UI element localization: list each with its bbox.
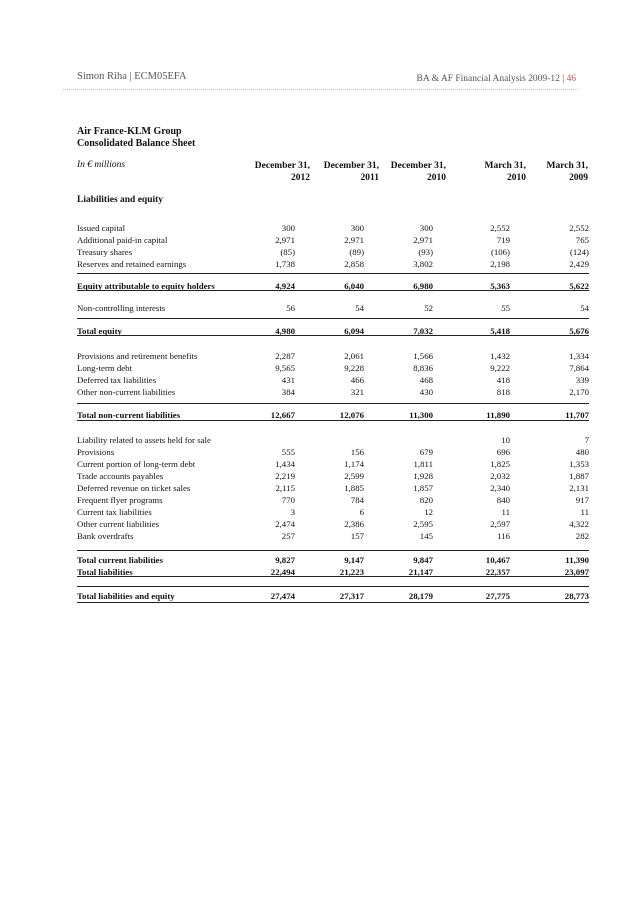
unit-note: In € millions: [77, 160, 126, 170]
section-heading: Liabilities and equity: [77, 195, 164, 205]
row-value: 1,434: [275, 459, 295, 469]
row-value: 12,076: [339, 410, 364, 420]
column-header-line-1: March 31,: [546, 161, 588, 171]
row-value: 3,802: [413, 259, 433, 269]
row-value: 6: [359, 507, 364, 517]
row-value: 6,040: [344, 281, 364, 291]
row-label: Other non-current liabilities: [77, 387, 176, 397]
row-value: 56: [286, 303, 295, 313]
row-value: 1,857: [413, 483, 433, 493]
document-title: [77, 126, 195, 150]
row-label: Frequent flyer programs: [77, 495, 163, 505]
table-row: [77, 554, 589, 566]
row-value: 5,622: [569, 281, 589, 291]
row-value: 770: [281, 495, 295, 505]
row-value: 28,179: [408, 591, 433, 601]
row-value: (89): [349, 247, 364, 257]
table-row: [77, 258, 589, 270]
row-label: Long-term debt: [77, 363, 132, 373]
row-value: 321: [350, 387, 364, 397]
header-doc-title: BA & AF Financial Analysis 2009-12 |: [416, 74, 567, 84]
row-value: 480: [575, 447, 589, 457]
table-row: [77, 530, 589, 542]
row-value: (93): [418, 247, 433, 257]
row-value: 7,032: [413, 326, 433, 336]
row-value: 2,340: [490, 483, 510, 493]
title-line-2: Consolidated Balance Sheet: [77, 138, 196, 149]
column-header-dec-2010: [366, 160, 446, 184]
row-value: 54: [355, 303, 364, 313]
row-value: 818: [496, 387, 510, 397]
column-header-mar-2009: [508, 160, 588, 184]
row-value: 384: [281, 387, 295, 397]
row-value: 12,667: [270, 410, 295, 420]
row-value: 11,390: [565, 555, 589, 565]
table-row: [77, 222, 589, 234]
column-header-line-1: December 31,: [390, 161, 446, 171]
row-value: (124): [569, 247, 589, 257]
row-value: (85): [280, 247, 295, 257]
row-label: Non-controlling interests: [77, 303, 166, 313]
table-rule: [77, 403, 589, 404]
column-header-line-2: 2010: [427, 173, 446, 183]
row-value: 696: [496, 447, 510, 457]
row-value: 10: [501, 435, 510, 445]
row-value: 679: [419, 447, 433, 457]
row-value: 22,494: [270, 567, 295, 577]
row-value: 11,890: [486, 410, 510, 420]
table-row: [77, 234, 589, 246]
column-header-line-2: 2010: [507, 173, 526, 183]
page-header-right: [417, 74, 576, 84]
row-value: 157: [350, 531, 364, 541]
row-value: 6,980: [413, 281, 433, 291]
row-value: 11,300: [409, 410, 433, 420]
row-label: Deferred revenue on ticket sales: [77, 483, 191, 493]
row-label: Provisions: [77, 447, 115, 457]
row-value: 257: [281, 531, 295, 541]
table-row: [77, 350, 589, 362]
row-label: Provisions and retirement benefits: [77, 351, 198, 361]
table-rule: [77, 273, 589, 274]
row-value: 9,827: [275, 555, 295, 565]
row-value: 22,357: [485, 567, 510, 577]
row-value: 431: [281, 375, 295, 385]
row-value: 52: [424, 303, 433, 313]
row-value: 339: [575, 375, 589, 385]
table-row: [77, 246, 589, 258]
row-value: 1,738: [275, 259, 295, 269]
row-value: 7,864: [569, 363, 589, 373]
row-label: Current portion of long-term debt: [77, 459, 196, 469]
row-value: 430: [419, 387, 433, 397]
table-row: [77, 446, 589, 458]
row-label: Treasury shares: [77, 247, 133, 257]
row-value: 1,887: [569, 471, 589, 481]
column-header-line-1: December 31,: [254, 161, 310, 171]
column-header-line-1: December 31,: [323, 161, 379, 171]
row-value: 2,061: [344, 351, 364, 361]
row-value: 9,847: [413, 555, 433, 565]
row-value: 468: [419, 375, 433, 385]
column-header-line-2: 2009: [569, 173, 588, 183]
column-header-dec-2012: [230, 160, 310, 184]
table-rule: [77, 318, 589, 319]
row-value: 2,219: [275, 471, 295, 481]
row-value: 9,222: [490, 363, 510, 373]
row-label: Reserves and retained earnings: [77, 259, 187, 269]
row-value: 300: [281, 223, 295, 233]
table-row: [77, 458, 589, 470]
table-rule: [77, 576, 589, 577]
row-value: 765: [575, 235, 589, 245]
row-value: 2,474: [275, 519, 295, 529]
row-value: 4,924: [275, 281, 295, 291]
row-value: 1,334: [569, 351, 589, 361]
row-value: 2,599: [344, 471, 364, 481]
row-label: Additional paid-in capital: [77, 235, 168, 245]
row-label: Total non-current liabilities: [77, 410, 181, 420]
row-value: 2,131: [569, 483, 589, 493]
table-rule: [77, 550, 589, 551]
table-rule: [77, 602, 589, 603]
row-value: 282: [575, 531, 589, 541]
table-row: [77, 302, 589, 314]
row-value: 10,467: [485, 555, 510, 565]
table-rule: [77, 290, 589, 291]
row-value: 116: [497, 531, 510, 541]
row-value: 55: [501, 303, 510, 313]
row-value: 7: [584, 435, 589, 445]
row-value: 11: [580, 507, 589, 517]
row-value: 2,552: [569, 223, 589, 233]
table-row: [77, 374, 589, 386]
row-value: 2,971: [344, 235, 364, 245]
row-value: 9,147: [344, 555, 364, 565]
row-value: 9,228: [344, 363, 364, 373]
row-value: 820: [419, 495, 433, 505]
page-number: 46: [566, 74, 576, 84]
row-value: 2,858: [344, 259, 364, 269]
table-row: [77, 470, 589, 482]
table-row: [77, 506, 589, 518]
row-label: Current tax liabilities: [77, 507, 152, 517]
row-value: 840: [496, 495, 510, 505]
row-label: Liability related to assets held for sale: [77, 435, 211, 445]
row-value: 2,287: [275, 351, 295, 361]
row-value: 1,174: [344, 459, 364, 469]
row-value: 719: [496, 235, 510, 245]
row-value: 300: [419, 223, 433, 233]
row-value: 2,170: [569, 387, 589, 397]
row-value: 418: [496, 375, 510, 385]
row-value: 11,707: [565, 410, 589, 420]
row-value: 2,595: [413, 519, 433, 529]
page-header-left: Simon Riha | ECM05EFA: [77, 71, 187, 82]
table-row: [77, 434, 589, 446]
row-value: 2,597: [490, 519, 510, 529]
row-value: 300: [350, 223, 364, 233]
row-value: 145: [419, 531, 433, 541]
row-value: 2,115: [275, 483, 295, 493]
row-label: Issued capital: [77, 223, 126, 233]
row-value: 466: [350, 375, 364, 385]
row-label: Total liabilities and equity: [77, 591, 175, 601]
table-rule: [77, 335, 589, 336]
row-value: 27,474: [270, 591, 295, 601]
row-label: Deferred tax liabilities: [77, 375, 157, 385]
row-value: 784: [350, 495, 364, 505]
row-value: 5,676: [569, 326, 589, 336]
row-value: 1,353: [569, 459, 589, 469]
table-rule: [77, 586, 589, 587]
row-value: 555: [281, 447, 295, 457]
table-row: [77, 362, 589, 374]
row-value: 1,825: [490, 459, 510, 469]
row-label: Equity attributable to equity holders: [77, 281, 215, 291]
row-value: 21,223: [339, 567, 364, 577]
row-value: 27,317: [339, 591, 364, 601]
row-label: Other current liabilities: [77, 519, 160, 529]
row-value: 1,566: [413, 351, 433, 361]
row-value: 11: [501, 507, 510, 517]
table-row: [77, 590, 589, 602]
column-header-line-1: March 31,: [484, 161, 526, 171]
row-value: 1,811: [413, 459, 433, 469]
row-value: 2,198: [490, 259, 510, 269]
row-value: 23,097: [564, 567, 589, 577]
row-value: 4,980: [275, 326, 295, 336]
table-row: [77, 494, 589, 506]
row-value: (106): [490, 247, 510, 257]
table-rule: [77, 420, 589, 421]
row-value: 4,322: [569, 519, 589, 529]
row-value: 12: [424, 507, 433, 517]
row-label: Trade accounts payables: [77, 471, 164, 481]
row-value: 1,432: [490, 351, 510, 361]
row-value: 2,971: [413, 235, 433, 245]
row-label: Total equity: [77, 326, 122, 336]
table-row: [77, 482, 589, 494]
row-value: 8,836: [413, 363, 433, 373]
row-value: 5,418: [490, 326, 510, 336]
row-value: 2,386: [344, 519, 364, 529]
table-row: [77, 518, 589, 530]
row-label: Total current liabilities: [77, 555, 164, 565]
row-value: 1,885: [344, 483, 364, 493]
row-value: 5,363: [490, 281, 510, 291]
title-line-1: Air France-KLM Group: [77, 126, 182, 137]
row-value: 54: [580, 303, 589, 313]
table-row: [77, 386, 589, 398]
row-value: 28,773: [564, 591, 589, 601]
row-value: 156: [350, 447, 364, 457]
row-value: 2,032: [490, 471, 510, 481]
row-value: 917: [575, 495, 589, 505]
row-value: 9,565: [275, 363, 295, 373]
row-value: 1,928: [413, 471, 433, 481]
row-label: Bank overdrafts: [77, 531, 134, 541]
row-value: 21,147: [408, 567, 433, 577]
row-value: 3: [290, 507, 295, 517]
row-value: 2,971: [275, 235, 295, 245]
row-value: 6,094: [344, 326, 364, 336]
header-divider: [63, 89, 578, 90]
column-header-line-2: 2012: [291, 173, 310, 183]
row-value: 2,429: [569, 259, 589, 269]
column-header-line-2: 2011: [360, 173, 379, 183]
row-label: Total liabilities: [77, 567, 133, 577]
row-value: 2,552: [490, 223, 510, 233]
row-value: 27,775: [485, 591, 510, 601]
